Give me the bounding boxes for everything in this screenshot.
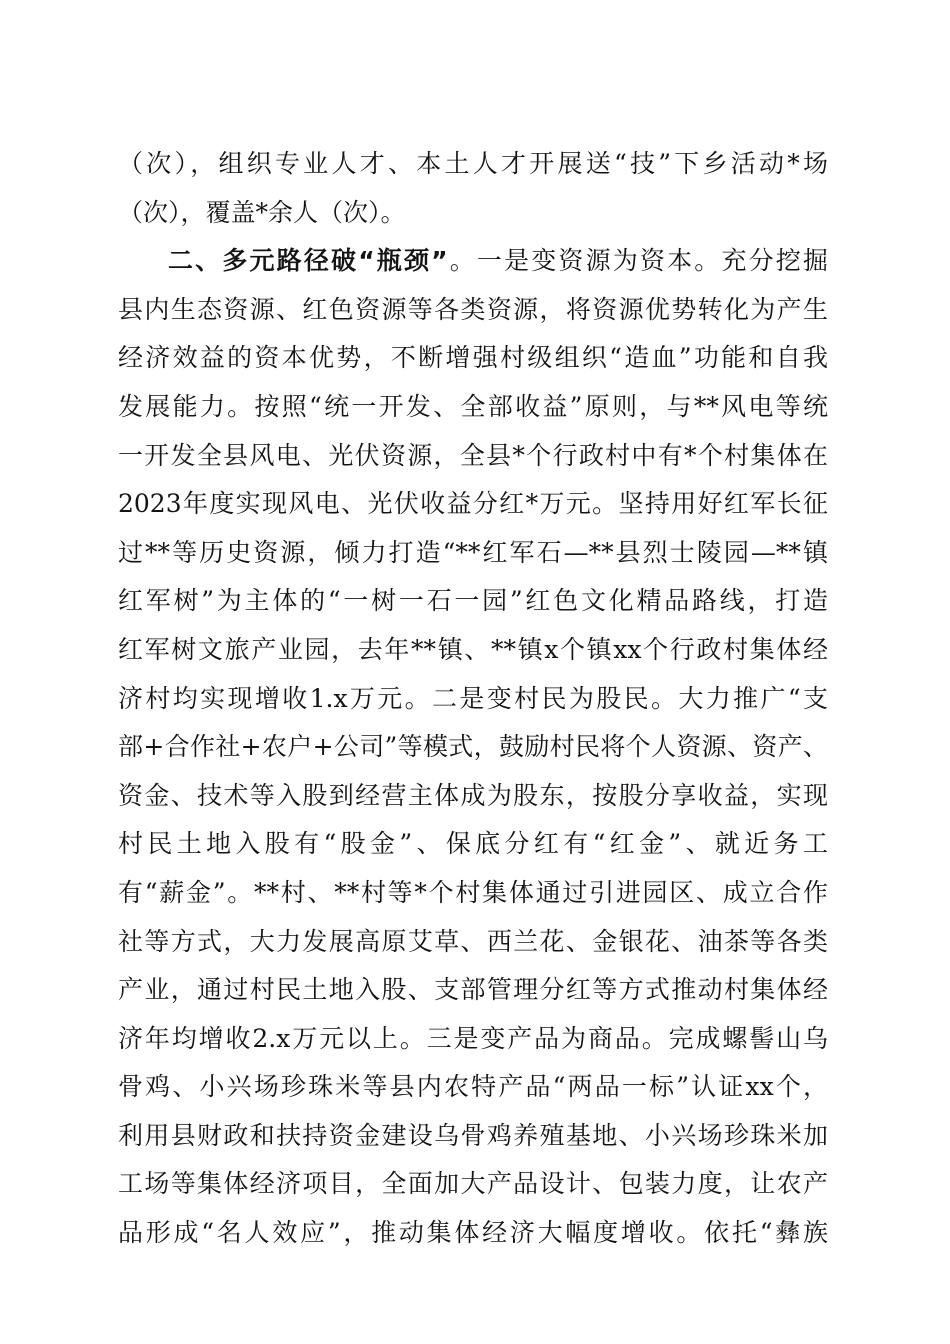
paragraph-1 [118,140,828,237]
text-line: 经济效益的资本优势，不断增强村级组织“造血”功能和自我 [118,343,828,373]
text-line: 部+合作社+农户+公司”等模式，鼓励村民将个人资源、资产、 [118,732,828,762]
text-line: 一开发全县风电、光伏资源，全县*个行政村中有*个村集体在 [118,440,828,470]
paragraph-first-line [118,237,828,286]
text-line: （次），覆盖*余人（次）。 [118,197,406,227]
text-line: 济村均实现增收1.x万元。二是变村民为股民。大力推广“支 [118,683,828,713]
text-line: 利用县财政和扶持资金建设乌骨鸡养殖基地、小兴场珍珠米加 [118,1120,828,1150]
text-line: 红军树文旅产业园，去年**镇、**镇x个镇xx个行政村集体经 [118,634,828,664]
text-line: 有“薪金”。**村、**村等*个村集体通过引进园区、成立合作 [118,877,828,907]
text-line: 红军树”为主体的“一树一石一园”红色文化精品路线，打造 [118,586,828,616]
text-line: 品形成“名人效应”，推动集体经济大幅度增收。依托“彝族 [118,1218,828,1248]
text-line: 济年均增收2.x万元以上。三是变产品为商品。完成螺髻山乌 [118,1023,828,1053]
text-run: 。一是变资源为资本。充分挖掘 [447,246,828,276]
text-line: 2023年度实现风电、光伏收益分红*万元。坚持用好红军长征 [118,489,828,519]
text-line: 村民土地入股有“股金”、保底分红有“红金”、就近务工 [118,829,828,859]
section-heading: 二、多元路径破“瓶颈” [168,246,448,276]
text-line: 社等方式，大力发展高原艾草、西兰花、金银花、油茶等各类 [118,926,828,956]
text-line: 资金、技术等入股到经营主体成为股东，按股分享收益，实现 [118,780,828,810]
text-line: 发展能力。按照“统一开发、全部收益”原则，与**风电等统 [118,391,828,421]
text-line: （次），组织专业人才、本土人才开展送“技”下乡活动*场 [118,149,828,178]
text-line: 工场等集体经济项目，全面加大产品设计、包装力度，让农产 [118,1169,828,1199]
text-line: 县内生态资源、红色资源等各类资源，将资源优势转化为产生 [118,294,828,324]
text-line: 产业，通过村民土地入股、支部管理分红等方式推动村集体经 [118,975,828,1005]
body-text [118,140,828,1258]
paragraph-2 [118,237,828,1257]
text-line: 骨鸡、小兴场珍珠米等县内农特产品“两品一标”认证xx个， [118,1072,828,1102]
text-line: 过**等历史资源，倾力打造“**红军石—**县烈士陵园—**镇 [118,537,828,567]
